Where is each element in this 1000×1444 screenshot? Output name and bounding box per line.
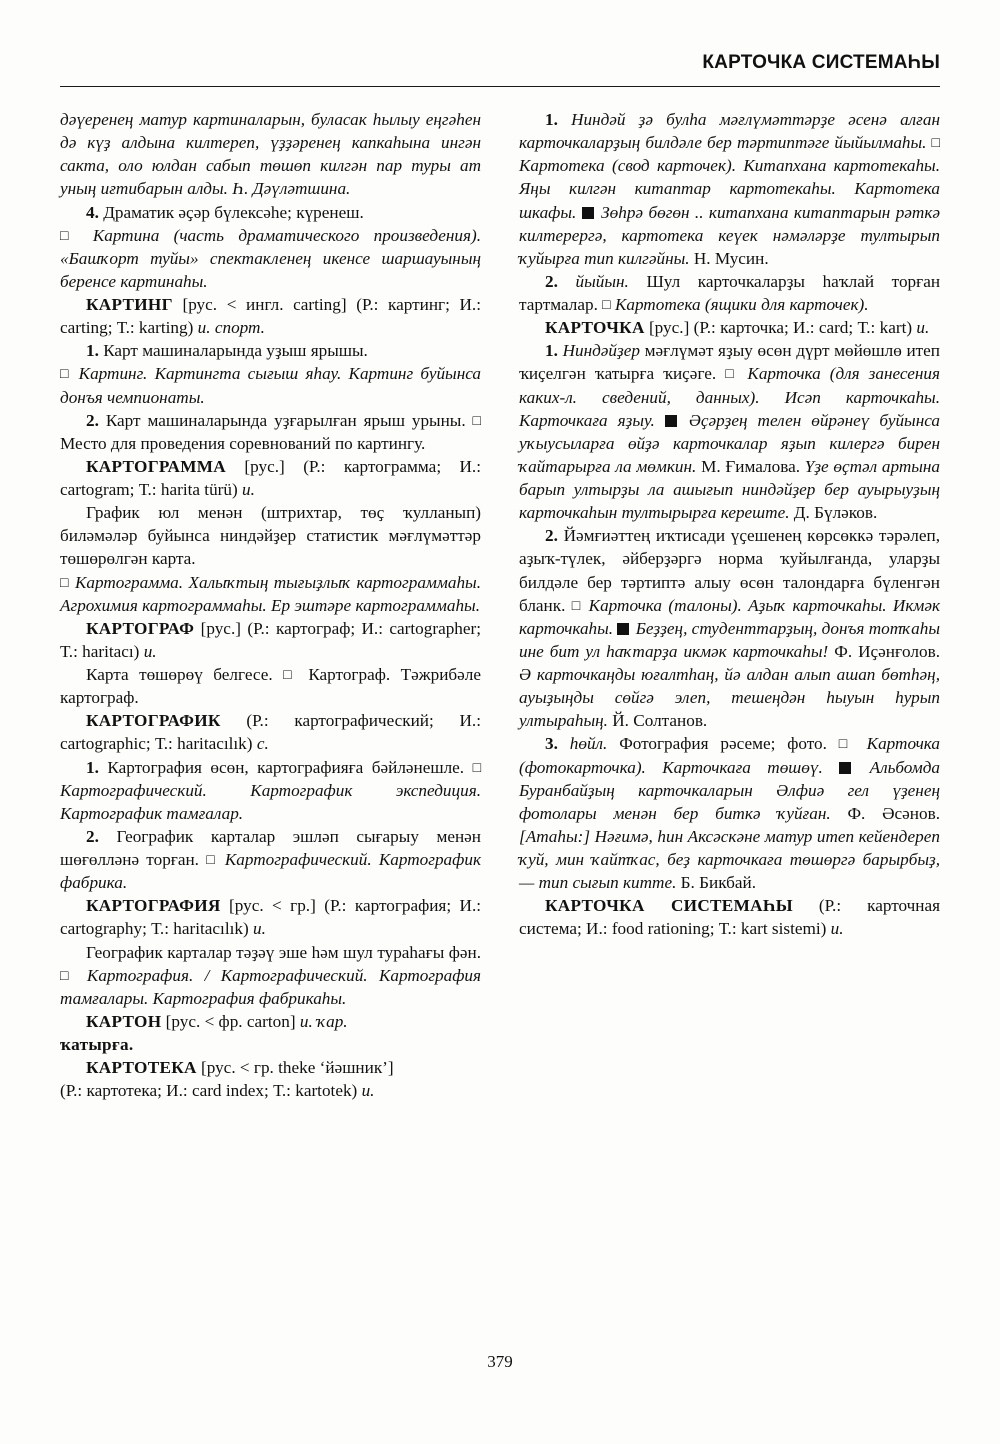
definition-text: Географик карталар тәҙәү эше һәм шул тураһағы фән.	[86, 942, 481, 962]
sense-kartochka-1	[519, 339, 940, 524]
square-marker-icon: □	[571, 598, 583, 614]
karton-crossref	[60, 1033, 481, 1056]
part-of-speech: и. ҡар.	[299, 1011, 348, 1031]
entry-kartogramma	[60, 455, 481, 501]
sense-number: 4.	[86, 202, 99, 222]
part-of-speech: и.	[242, 480, 255, 499]
left-column	[60, 108, 481, 1338]
gloss-kartina-4	[60, 224, 481, 293]
quotation-text: Альбомда Буранбайҙың карточкаларын Әлфиә гел үҙенең фотолары менән бер биткә ҡуйған.	[519, 757, 941, 823]
square-marker-icon: □	[60, 228, 79, 244]
part-of-speech: и.	[253, 919, 266, 939]
sense-karting-2	[60, 409, 481, 455]
headword: КАРТОГРАФИК	[86, 711, 221, 731]
etymology: [рус. < ингл. carting]	[182, 295, 347, 314]
filled-square-marker-icon	[582, 207, 594, 219]
square-marker-icon: □	[283, 668, 298, 683]
sense-kartochka-3	[519, 732, 940, 894]
quotation-author: Ф. Әсәнов.	[847, 803, 940, 823]
gloss-text: Картографический. Картографик фабрика.	[60, 850, 481, 893]
quotation-text: Беҙҙең, студенттарҙың, донъя тотҡаһы ине бит ул һаҡтарҙа икмәк карточкаһы!	[519, 618, 941, 661]
sense-number: 2.	[545, 526, 558, 546]
sense-kartina-4	[60, 201, 481, 224]
square-marker-icon: □	[60, 367, 72, 383]
page-number: 379	[487, 1352, 513, 1371]
headword: КАРТОН	[86, 1011, 162, 1031]
headword: КАРТОГРАММА	[86, 456, 226, 476]
square-marker-icon: □	[838, 737, 855, 753]
quotation-text: Зөһрә бөгөн .. китапхана китаптарын рәткә килтерергә, картотека кеүек нәмәләрҙе тултырып ҡуйырға тип килгәйны.	[519, 202, 940, 268]
etymology: [рус.]	[648, 318, 690, 338]
sense-text: мәғлүмәт яҙыу өсөн дүрт мөйөшлө итеп ҡиҫелгән ҡатырға ҡиҫәге.	[519, 341, 940, 384]
right-column	[519, 108, 940, 1338]
gloss-text: Картотека (свод карточек). Китапхана картотекаһы. Яңы килгән китаптар картотекаһы. Картотека шкафы.	[519, 156, 940, 222]
entry-kartoteka	[60, 1056, 481, 1079]
gloss-text: Картограмма. Халыҡтың тығыҙлыҡ картограммаһы. Агрохимия картограммаһы. Ер эштәре картограммаһы.	[60, 572, 481, 615]
etymology: [рус. < фр. carton]	[165, 1011, 296, 1031]
entry-kartograf	[60, 617, 481, 663]
gloss-text: Картографический. Картографик экспедиция. Картографик тамғалар.	[60, 780, 481, 823]
sense-karting-1	[60, 339, 481, 362]
quotation-text-2: [Атаһы:] Нәғимә, hин Аксәскәне матур итеп кейендереп ҡуй, мин ҡайтҡас, беҙ карточкаға төшөргә барырбыҙ, — тип сығып китте.	[519, 826, 940, 893]
sense-text: Шул карточкаларҙы һаҡлай торған тартмалар.	[519, 271, 941, 314]
headword: КАРТИНГ	[86, 295, 173, 314]
entry-kartografik	[60, 709, 481, 755]
part-of-speech: и. спорт.	[197, 318, 265, 338]
gloss-text: Место для проведения соревнований по картингу.	[60, 433, 426, 453]
etymology: [рус.]	[244, 456, 285, 476]
definition-kartograf	[60, 663, 481, 709]
headword: КАРТОГРАФИЯ	[86, 896, 221, 916]
quotation-author-2: Д. Бүләков.	[793, 503, 878, 523]
etymology: [рус.]	[200, 618, 241, 638]
sense-text: Драматик әҫәр бүлексәһе; күренеш.	[103, 202, 364, 222]
sense-number: 2.	[86, 410, 99, 430]
quotation-author-2: Й. Солтанов.	[612, 711, 708, 731]
definition-kartogramma	[60, 501, 481, 570]
gloss-text: Карточка (фотокарточка). Карточкаға төшөү.	[519, 734, 940, 777]
sense-text: Карт машиналарында уҙғарылған ярыш урыны.	[105, 410, 466, 430]
gloss-text: Картина (часть драматического произведения). «Башҡорт туйы» спектакленең икенсе шаршауының беренсе картинаһы.	[60, 225, 482, 291]
sense-number: 2.	[86, 826, 99, 846]
sense-kartografik-2	[60, 825, 481, 894]
sense-lead: Ниндәйҙер	[562, 341, 640, 361]
sense-number: 1.	[545, 341, 558, 361]
equivalents: (Р.: картограф; И.: cartographer; Т.: haritacı)	[60, 618, 482, 661]
square-marker-icon: □	[472, 413, 482, 429]
headword: КАРТОЧКА	[545, 318, 645, 338]
filled-square-marker-icon	[665, 415, 677, 427]
sense-kartoteka-2	[519, 270, 940, 316]
usage-label: һөйл.	[569, 734, 608, 754]
quotation-author-2: Б. Бикбай.	[680, 873, 756, 893]
sense-text: Географик карталар эшләп сығарыу менән шөғөлләнә торған.	[60, 826, 482, 869]
filled-square-marker-icon	[617, 623, 629, 635]
sense-text: Карт машиналарында уҙыш ярышы.	[103, 341, 368, 361]
text-columns	[60, 108, 940, 1338]
equivalents: (Р.: картинг; И.: carting; Т.: karting)	[60, 295, 481, 338]
usage-label: йыйын.	[575, 271, 629, 291]
entry-kartochka	[519, 316, 940, 339]
sense-text: Йәмғиәттең иҡтисади үҫешенең көрсөккә тәрәлеп, аҙыҡ-түлек, әйберҙәргә норма ҡуйылғанда, уларҙы билдәле бер тәртиптә алыу өсөн талондарға бүленгән бланк.	[519, 526, 940, 615]
headword: КАРТОТЕКА	[86, 1058, 197, 1078]
sense-number: 1.	[86, 757, 99, 777]
part-of-speech: и.	[916, 318, 930, 338]
quotation-text-2: Ә карточкаңды юғалтһаң, йә алдан алып ашап бөтһәң, ауыҙыңды сөйгә элеп, тешеңдән һыуын һурып ултыраһың.	[519, 665, 940, 731]
part-of-speech: и.	[361, 1081, 375, 1101]
headword: КАРТОЧКА СИСТЕМАҺЫ	[545, 896, 793, 916]
quotation-author: Ф. Иҫәнғолов.	[834, 641, 941, 661]
sense-kartografik-1	[60, 756, 481, 825]
quotation-author: Н. Мусин.	[693, 248, 769, 268]
headword: КАРТОГРАФ	[86, 618, 195, 638]
sense-number: 3.	[545, 734, 558, 754]
sense-lead: Ниндәй ҙә булһа мәғлүмәттәрҙе әсенә алған карточкаларҙың билдәле бер тәртиптәге йыйылмаһы.	[519, 110, 941, 153]
equivalents: (Р.: карточка; И.: card; Т.: kart)	[693, 318, 913, 338]
equivalents: (Р.: картография; И.: cartography; Т.: haritacılık)	[60, 896, 482, 939]
equivalents: (Р.: картографический; И.: cartographic; Т.: haritacılık)	[60, 711, 481, 754]
etymology: [рус. < гр. theke ‘йәшник’]	[201, 1058, 394, 1078]
sense-text: Фотография рәсеме; фото.	[619, 734, 827, 754]
square-marker-icon: □	[206, 853, 218, 868]
header-rule	[60, 86, 940, 87]
quotation-author: М. Ғималова.	[701, 456, 801, 476]
part-of-speech: и.	[830, 919, 844, 939]
sense-text: Картография өсөн, картографияға бәйләнешле.	[107, 757, 465, 777]
definition-kartografiya	[60, 941, 481, 1010]
gloss-text: Картограф. Тәжрибәле картограф.	[60, 665, 481, 708]
sense-kartochka-2	[519, 524, 940, 732]
quotation-text: Әҫәрҙең телен өйрәнеү буйынса уҡыусыларға өйҙә карточкалар яҙып килергә бирен ҡайтарырға ла мөмкин.	[519, 410, 941, 476]
continuation-text: дәүеренең матур картиналарын, буласак һылыу еңгәһен дә күҙ алдына килтереп, үҙҙәренең капкаһына ингән сакта, оло юлдан сабып төшөп килгән пар туры ат уның иғтибарын алды. Һ. Дәүләтшина.	[60, 110, 481, 199]
square-marker-icon: □	[931, 136, 940, 152]
equivalents: (Р.: карточная система; И.: food rationing; Т.: kart sistemi)	[519, 896, 941, 939]
gloss-text: Картография. / Картографический. Картография тамғалары. Картография фабрикаһы.	[60, 965, 482, 1008]
filled-square-marker-icon	[839, 762, 851, 774]
kartoteka-equivalents	[60, 1079, 481, 1102]
square-marker-icon: □	[472, 760, 482, 776]
gloss-kartogramma	[60, 571, 481, 617]
entry-karting	[60, 293, 481, 339]
gloss-text: Карточка (талоны). Аҙыҡ карточкаһы. Икмәк карточкаһы.	[519, 595, 940, 638]
sense-number: 1.	[545, 110, 558, 129]
sense-number: 1.	[86, 341, 99, 361]
running-head: КАРТОЧКА СИСТЕМАҺЫ	[702, 52, 940, 73]
etymology: [рус. < гр.]	[229, 896, 316, 916]
square-marker-icon: □	[60, 968, 76, 984]
part-of-speech: и.	[143, 641, 157, 661]
square-marker-icon: □	[725, 367, 739, 383]
part-of-speech: с.	[256, 734, 269, 754]
equivalents: (Р.: картограмма; И.: cartogram; Т.: harita türü)	[60, 456, 481, 499]
gloss-text: Картотека (ящики для карточек).	[614, 295, 869, 314]
entry-karton	[60, 1010, 481, 1033]
square-marker-icon: □	[602, 298, 611, 313]
entry-continuation	[60, 108, 481, 201]
entry-kartografiya	[60, 894, 481, 940]
entry-kartochka-sistemasy	[519, 894, 940, 940]
crossref-text: ҡатырға.	[60, 1035, 134, 1054]
gloss-karting-1	[60, 362, 481, 408]
sense-number: 2.	[545, 271, 558, 291]
gloss-text: Картинг. Картингта сығыш яһау. Картинг буйынса донъя чемпионаты.	[60, 364, 481, 407]
gloss-text: Карточка (для занесения каких-л. сведений, данных). Исәп карточкаһы. Карточкаға яҙыу.	[519, 364, 941, 430]
equivalents: (Р.: картотека; И.: card index; Т.: kartotek)	[60, 1081, 358, 1101]
definition-text: График юл менән (штрихтар, төҫ ҡулланып) биләмәләр буйынса ниндәйҙер статистик мәғлүмәттәр төшөрөлгән карта.	[60, 503, 481, 569]
sense-kartoteka-1	[519, 108, 940, 270]
square-marker-icon: □	[60, 575, 70, 591]
quotation-text-2: Үҙе өҫтәл артына барып ултырҙы ла ашығып ниндәйҙер бер ауырыуҙың карточкаһын тултырырға кереште.	[519, 456, 940, 523]
definition-text: Карта төшөрөү белгесе.	[86, 665, 273, 684]
